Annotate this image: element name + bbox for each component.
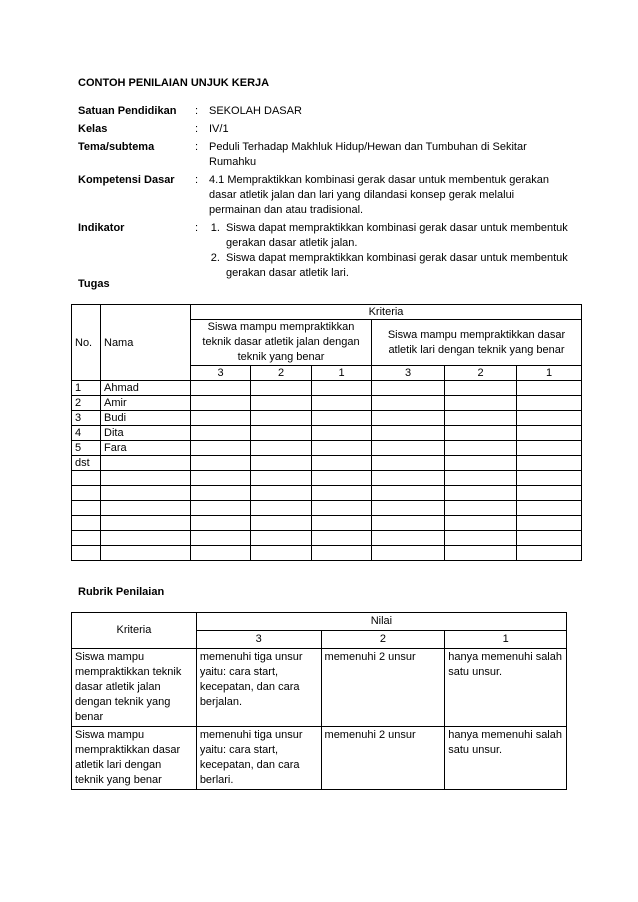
score-cell (372, 516, 445, 531)
score-cell (312, 516, 372, 531)
score-cell (251, 396, 312, 411)
table-row (72, 486, 582, 501)
score-cell (517, 381, 582, 396)
info-row-indikator (78, 221, 568, 281)
score-cell (312, 456, 372, 471)
score-header: 3 (372, 366, 445, 381)
score-cell (312, 486, 372, 501)
rubrik-heading: Rubrik Penilaian (78, 586, 165, 598)
rubrik-nilai-1: hanya memenuhi salah satu unsur. (445, 649, 567, 727)
info-row-tema (78, 140, 568, 170)
score-cell (312, 501, 372, 516)
col-header-no: No. (72, 305, 101, 381)
kriteria-jalan: Siswa mampu mempraktikkan teknik dasar atletik jalan dengan teknik yang benar (191, 320, 372, 366)
rubrik-row (72, 649, 567, 727)
row-nama (101, 546, 191, 561)
table-row (72, 501, 582, 516)
info-row-kompetensi (78, 173, 568, 218)
score-cell (312, 441, 372, 456)
score-cell (191, 411, 251, 426)
score-header: 3 (191, 366, 251, 381)
score-cell (372, 426, 445, 441)
table-row (72, 456, 582, 471)
row-nama (101, 456, 191, 471)
score-cell (312, 381, 372, 396)
row-no (72, 471, 101, 486)
row-no: 2 (72, 396, 101, 411)
row-no: 1 (72, 381, 101, 396)
score-cell (445, 501, 517, 516)
score-cell (372, 411, 445, 426)
table-row (72, 531, 582, 546)
row-nama (101, 486, 191, 501)
score-cell (372, 546, 445, 561)
info-row-kelas (78, 122, 568, 137)
score-cell (191, 546, 251, 561)
table-row (72, 516, 582, 531)
score-cell (251, 546, 312, 561)
table-row (72, 396, 582, 411)
score-cell (251, 501, 312, 516)
score-cell (445, 396, 517, 411)
rubrik-score-header: 1 (445, 631, 567, 649)
info-label: Satuan Pendidikan (78, 105, 177, 117)
info-colon: : (195, 141, 199, 153)
rubrik-nilai-1: hanya memenuhi salah satu unsur. (445, 727, 567, 790)
score-cell (372, 531, 445, 546)
indikator-item: 1. Siswa dapat mempraktikkan kombinasi gerak dasar untuk membentuk gerakan dasar atletik jalan. (223, 221, 568, 251)
row-nama: Fara (101, 441, 191, 456)
score-header: 2 (251, 366, 312, 381)
score-cell (251, 426, 312, 441)
document-title: CONTOH PENILAIAN UNJUK KERJA (78, 77, 270, 89)
score-cell (517, 546, 582, 561)
rubrik-nilai-2: memenuhi 2 unsur (321, 727, 445, 790)
score-cell (251, 411, 312, 426)
rubrik-kriteria: Siswa mampu mempraktikkan teknik dasar atletik jalan dengan teknik yang benar (72, 649, 197, 727)
score-cell (517, 456, 582, 471)
row-nama: Amir (101, 396, 191, 411)
table-row (72, 546, 582, 561)
info-label: Kompetensi Dasar (78, 174, 175, 186)
info-block (78, 104, 568, 281)
row-nama (101, 471, 191, 486)
table-row (72, 441, 582, 456)
score-cell (191, 501, 251, 516)
score-cell (445, 381, 517, 396)
row-nama: Budi (101, 411, 191, 426)
score-cell (251, 486, 312, 501)
score-cell (191, 456, 251, 471)
score-cell (312, 426, 372, 441)
table-row (72, 471, 582, 486)
score-cell (251, 531, 312, 546)
score-cell (517, 501, 582, 516)
row-nama: Ahmad (101, 381, 191, 396)
score-cell (445, 546, 517, 561)
score-cell (517, 396, 582, 411)
score-cell (191, 426, 251, 441)
score-cell (372, 456, 445, 471)
rubrik-col-kriteria: Kriteria (72, 613, 197, 649)
score-cell (251, 516, 312, 531)
info-value: SEKOLAH DASAR (209, 105, 302, 117)
score-cell (517, 486, 582, 501)
row-no: 4 (72, 426, 101, 441)
table-row (72, 426, 582, 441)
info-value: 4.1 Mempraktikkan kombinasi gerak dasar untuk membentuk gerakan dasar atletik jalan dan lari yang dilandasi konsep gerak melalui permainan dan atau tradisional. (209, 174, 549, 216)
rubrik-nilai-3: memenuhi tiga unsur yaitu: cara start, kecepatan, dan cara berjalan. (196, 649, 321, 727)
score-cell (372, 441, 445, 456)
row-no (72, 501, 101, 516)
tugas-rows (72, 381, 582, 561)
info-colon: : (195, 222, 199, 234)
score-cell (445, 456, 517, 471)
score-cell (445, 471, 517, 486)
score-cell (445, 411, 517, 426)
row-no: 5 (72, 441, 101, 456)
info-label: Indikator (78, 222, 125, 234)
score-cell (445, 486, 517, 501)
row-nama (101, 531, 191, 546)
rubrik-col-nilai: Nilai (196, 613, 566, 631)
score-cell (312, 546, 372, 561)
score-cell (445, 426, 517, 441)
score-cell (372, 396, 445, 411)
score-cell (251, 441, 312, 456)
rubrik-table (71, 612, 567, 790)
info-value: IV/1 (209, 123, 229, 135)
score-cell (445, 441, 517, 456)
info-colon: : (195, 123, 199, 135)
tugas-heading: Tugas (78, 278, 110, 290)
score-cell (312, 471, 372, 486)
score-cell (372, 471, 445, 486)
score-cell (191, 531, 251, 546)
score-cell (517, 471, 582, 486)
row-no (72, 546, 101, 561)
score-cell (251, 471, 312, 486)
score-cell (251, 456, 312, 471)
indikator-list (209, 221, 568, 281)
row-nama: Dita (101, 426, 191, 441)
row-no (72, 516, 101, 531)
score-header: 1 (517, 366, 582, 381)
col-header-kriteria: Kriteria (191, 305, 582, 320)
row-no: 3 (72, 411, 101, 426)
row-nama (101, 516, 191, 531)
rubrik-nilai-2: memenuhi 2 unsur (321, 649, 445, 727)
info-colon: : (195, 174, 199, 186)
score-cell (517, 441, 582, 456)
row-no (72, 486, 101, 501)
tugas-table (71, 304, 582, 561)
info-row-satuan (78, 104, 568, 119)
score-header: 2 (445, 366, 517, 381)
score-cell (191, 381, 251, 396)
rubrik-nilai-3: memenuhi tiga unsur yaitu: cara start, kecepatan, dan cara berlari. (196, 727, 321, 790)
score-cell (191, 396, 251, 411)
info-label: Kelas (78, 123, 108, 135)
row-nama (101, 501, 191, 516)
score-cell (191, 516, 251, 531)
score-cell (191, 471, 251, 486)
score-cell (312, 531, 372, 546)
score-cell (372, 381, 445, 396)
rubrik-score-header: 2 (321, 631, 445, 649)
score-cell (191, 441, 251, 456)
table-row (72, 411, 582, 426)
score-cell (517, 426, 582, 441)
info-colon: : (195, 105, 199, 117)
indikator-item: 2. Siswa dapat mempraktikkan kombinasi gerak dasar untuk membentuk gerakan dasar atletik lari. (223, 251, 568, 281)
score-cell (517, 411, 582, 426)
info-value: Peduli Terhadap Makhluk Hidup/Hewan dan Tumbuhan di Sekitar Rumahku (209, 141, 527, 168)
score-cell (372, 501, 445, 516)
score-cell (312, 396, 372, 411)
score-cell (517, 531, 582, 546)
score-cell (445, 531, 517, 546)
score-cell (372, 486, 445, 501)
score-cell (517, 516, 582, 531)
row-no: dst (72, 456, 101, 471)
score-cell (312, 411, 372, 426)
col-header-nama: Nama (101, 305, 191, 381)
rubrik-row (72, 727, 567, 790)
score-cell (251, 381, 312, 396)
rubrik-kriteria: Siswa mampu mempraktikkan dasar atletik lari dengan teknik yang benar (72, 727, 197, 790)
score-cell (445, 516, 517, 531)
rubrik-score-header: 3 (196, 631, 321, 649)
table-row (72, 381, 582, 396)
info-label: Tema/subtema (78, 141, 155, 153)
score-cell (191, 486, 251, 501)
row-no (72, 531, 101, 546)
score-header: 1 (312, 366, 372, 381)
kriteria-lari: Siswa mampu mempraktikkan dasar atletik lari dengan teknik yang benar (372, 320, 582, 366)
